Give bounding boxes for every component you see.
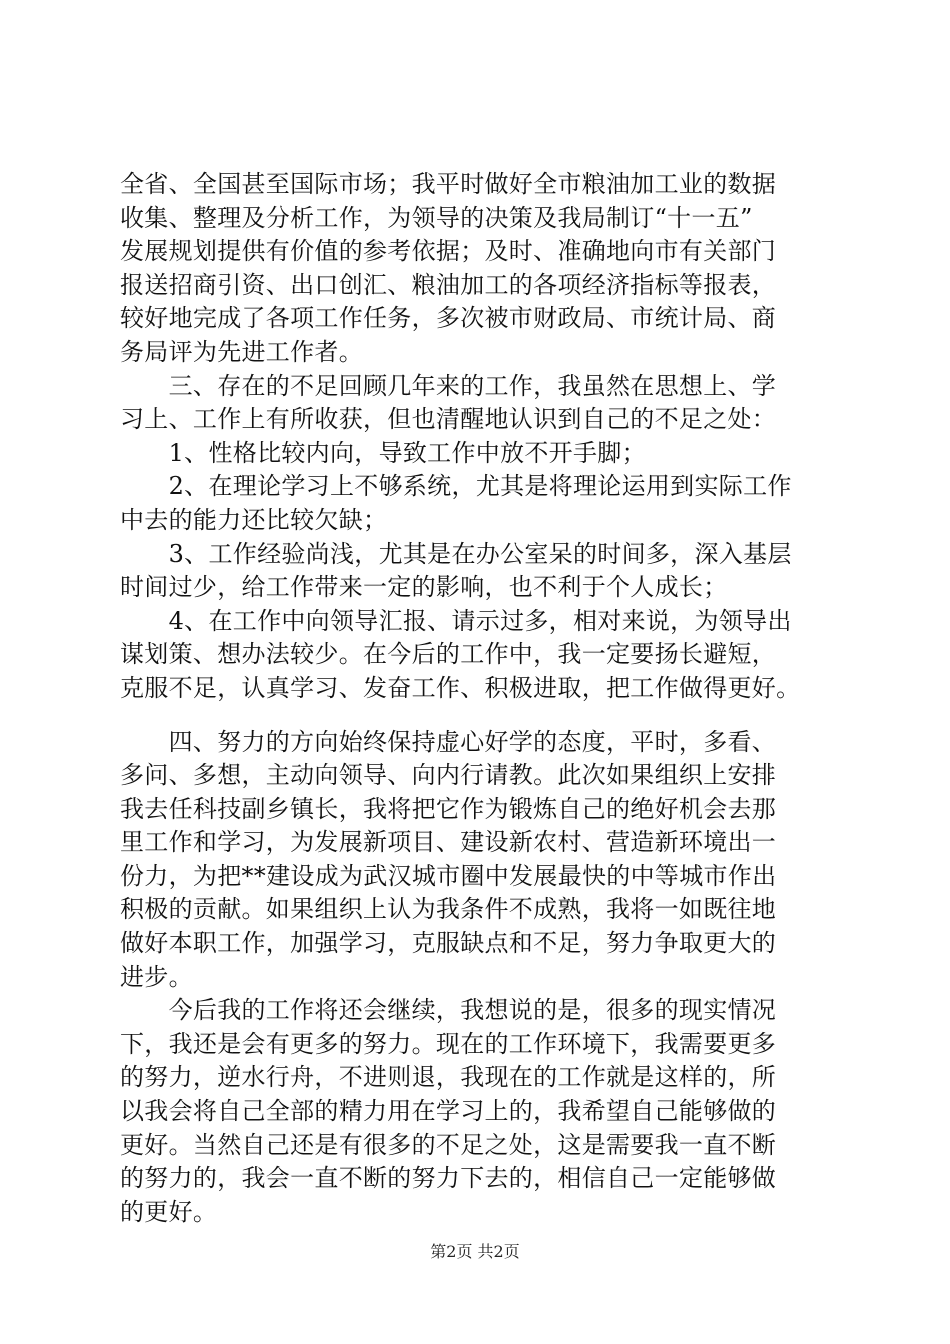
- page-number-footer: 第2页 共2页: [430, 1242, 520, 1261]
- text-line: 积极的贡献。如果组织上认为我条件不成熟，我将一如既往地: [120, 895, 777, 924]
- section-heading-line: 四、努力的方向始终保持虚心好学的态度，平时，多看、: [120, 727, 777, 756]
- text-line: 我去任科技副乡镇长，我将把它作为锻炼自己的绝好机会去那: [120, 794, 777, 823]
- paragraph-gap: [120, 706, 840, 726]
- text-line: 份力，为把**建设成为武汉城市圈中发展最快的中等城市作出: [120, 861, 777, 890]
- text-line: 全省、全国甚至国际市场；我平时做好全市粮油加工业的数据: [120, 170, 777, 198]
- text-line: 的更好。: [120, 1197, 218, 1226]
- text-line: 多问、多想，主动向领导、向内行请教。此次如果组织上安排: [120, 761, 777, 790]
- text-line: 发展规划提供有价值的参考依据；及时、准确地向市有关部门: [120, 237, 777, 266]
- text-line: 时间过少，给工作带来一定的影响，也不利于个人成长；: [120, 573, 728, 602]
- text-line: 收集、整理及分析工作，为领导的决策及我局制订“十一五”: [120, 203, 753, 232]
- text-line: 习上、工作上有所收获，但也清醒地认识到自己的不足之处：: [120, 405, 777, 434]
- list-item-line: 4、在工作中向领导汇报、请示过多，相对来说，为领导出: [120, 606, 792, 635]
- text-line: 谋划策、想办法较少。在今后的工作中，我一定要扬长避短，: [120, 640, 777, 669]
- list-item-line: 1、性格比较内向，导致工作中放不开手脚；: [120, 438, 646, 467]
- text-line: 进步。: [120, 962, 193, 991]
- text-line: 报送招商引资、出口创汇、粮油加工的各项经济指标等报表，: [120, 270, 777, 299]
- text-line: 更好。当然自己还是有很多的不足之处，这是需要我一直不断: [120, 1130, 777, 1159]
- text-line: 克服不足，认真学习、发奋工作、积极进取，把工作做得更好。: [120, 673, 801, 702]
- text-line: 的努力的，我会一直不断的努力下去的，相信自己一定能够做: [120, 1164, 777, 1193]
- section-heading-line: 三、存在的不足回顾几年来的工作，我虽然在思想上、学: [120, 371, 777, 400]
- text-line: 下，我还是会有更多的努力。现在的工作环境下，我需要更多: [120, 1029, 777, 1058]
- text-line: 中去的能力还比较欠缺；: [120, 505, 388, 534]
- text-line: 的努力，逆水行舟，不进则退，我现在的工作就是这样的，所: [120, 1063, 777, 1092]
- text-line: 里工作和学习，为发展新项目、建设新农村、营造新环境出一: [120, 828, 777, 857]
- list-item-line: 3、工作经验尚浅，尤其是在办公室呆的时间多，深入基层: [120, 539, 792, 568]
- text-line: 较好地完成了各项工作任务，多次被市财政局、市统计局、商: [120, 304, 777, 333]
- list-item-line: 2、在理论学习上不够系统，尤其是将理论运用到实际工作: [120, 472, 792, 501]
- text-line: 做好本职工作，加强学习，克服缺点和不足，努力争取更大的: [120, 929, 777, 958]
- document-body: [120, 168, 840, 1229]
- text-line: 以我会将自己全部的精力用在学习上的，我希望自己能够做的: [120, 1097, 777, 1126]
- paragraph-start-line: 今后我的工作将还会继续，我想说的是，很多的现实情况: [120, 996, 777, 1025]
- text-line: 务局评为先进工作者。: [120, 337, 363, 366]
